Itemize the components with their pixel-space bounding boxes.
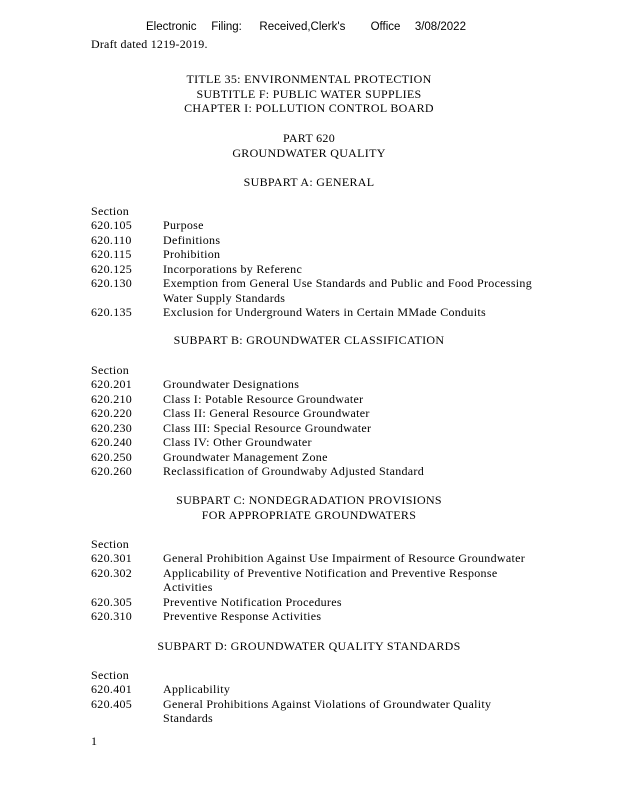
section-title: Purpose	[163, 218, 204, 232]
section-number: 620.130	[91, 276, 133, 290]
section-title: Preventive Notification Procedures	[163, 594, 342, 609]
chapter-line: CHAPTER I: POLLUTION CONTROL BOARD	[184, 101, 434, 115]
section-number: 620.230	[91, 420, 133, 435]
subpart-b-toc	[91, 377, 571, 479]
subpart-heading-line: SUBPART A: GENERAL	[243, 175, 375, 189]
section-number: 620.220	[91, 406, 133, 420]
part-title: GROUNDWATER QUALITY	[232, 145, 386, 160]
filing-word-filing: Filing:	[211, 21, 242, 33]
section-title: Groundwater Designations	[163, 377, 300, 391]
toc-row	[91, 276, 571, 305]
subpart-heading-line: SUBPART D: GROUNDWATER QUALITY STANDARDS	[157, 639, 461, 653]
toc-row	[91, 435, 571, 450]
subpart-heading-line: SUBPART C: NONDEGRADATION PROVISIONS	[176, 493, 442, 507]
title-line: TITLE 35: ENVIRONMENTAL PROTECTION	[186, 72, 432, 86]
section-number: 620.305	[91, 594, 133, 609]
subpart-c-heading	[0, 493, 618, 522]
subpart-a-heading	[0, 175, 618, 190]
section-number: 620.125	[91, 261, 133, 276]
electronic-filing-stamp	[146, 21, 466, 33]
section-number: 620.105	[91, 218, 133, 232]
subpart-a-toc	[91, 218, 571, 320]
section-number: 620.401	[91, 682, 133, 696]
section-title: Reclassification of Groundwaby Adjusted Standard	[163, 464, 425, 478]
subtitle-line: SUBTITLE F: PUBLIC WATER SUPPLIES	[196, 86, 422, 101]
section-title: Applicability of Preventive Notification and Preventive Response Activities	[163, 565, 498, 594]
part-block	[0, 131, 618, 160]
section-title: Definitions	[163, 232, 221, 247]
page-number: 1	[91, 734, 98, 748]
toc-row	[91, 464, 571, 479]
section-title: General Prohibitions Against Violations of Groundwater Quality Standards	[163, 696, 492, 725]
section-number: 620.210	[91, 391, 133, 406]
toc-row	[91, 682, 571, 697]
section-title: Incorporations by Referenc	[163, 261, 303, 276]
section-title: Applicability	[163, 682, 231, 696]
subpart-d-toc	[91, 682, 571, 726]
section-title: Class III: Special Resource Groundwater	[163, 420, 372, 435]
section-title: Groundwater Management Zone	[163, 449, 328, 464]
toc-row	[91, 247, 571, 262]
toc-row	[91, 262, 571, 277]
toc-row	[91, 697, 571, 726]
subpart-heading-line: FOR APPROPRIATE GROUNDWATERS	[201, 507, 417, 522]
filing-word-office: Office	[370, 21, 401, 33]
toc-row	[91, 450, 571, 465]
section-label: Section	[91, 537, 130, 551]
filing-date: 3/08/2022	[414, 21, 466, 33]
section-number: 620.301	[91, 551, 133, 565]
section-number: 620.260	[91, 464, 133, 478]
toc-row	[91, 392, 571, 407]
subpart-heading-line: SUBPART B: GROUNDWATER CLASSIFICATION	[173, 333, 445, 347]
section-number: 620.250	[91, 449, 133, 464]
section-number: 620.240	[91, 435, 133, 449]
section-number: 620.115	[91, 247, 132, 261]
toc-row	[91, 421, 571, 436]
subpart-c-toc	[91, 551, 571, 624]
toc-row	[91, 406, 571, 421]
section-label: Section	[91, 668, 130, 682]
section-number: 620.135	[91, 305, 133, 319]
section-label: Section	[91, 204, 130, 218]
toc-row	[91, 566, 571, 595]
toc-row	[91, 218, 571, 233]
section-title: Exemption from General Use Standards and Public and Food Processing Water Supply Standards	[163, 276, 533, 305]
section-title: Class I: Potable Resource Groundwater	[163, 391, 364, 406]
toc-row	[91, 551, 571, 566]
part-number: PART 620	[282, 131, 336, 145]
subpart-d-heading	[0, 639, 618, 654]
toc-row	[91, 305, 571, 320]
title-block	[0, 72, 618, 116]
toc-row	[91, 377, 571, 392]
section-title: General Prohibition Against Use Impairment of Resource Groundwater	[163, 551, 526, 565]
section-title: Class IV: Other Groundwater	[163, 435, 312, 449]
section-title: Prohibition	[163, 247, 221, 261]
filing-word-received: Received,Clerk's	[259, 21, 346, 33]
toc-row	[91, 595, 571, 610]
section-title: Preventive Response Activities	[163, 609, 322, 623]
section-number: 620.405	[91, 696, 133, 711]
filing-word-electronic: Electronic	[146, 21, 197, 33]
section-number: 620.310	[91, 609, 133, 623]
section-title: Exclusion for Underground Waters in Certain MMade Conduits	[163, 305, 486, 319]
toc-row	[91, 233, 571, 248]
section-label: Section	[91, 363, 130, 377]
section-number: 620.302	[91, 565, 133, 580]
subpart-b-heading	[0, 333, 618, 348]
section-number: 620.110	[91, 232, 132, 247]
section-number: 620.201	[91, 377, 133, 391]
toc-row	[91, 609, 571, 624]
draft-date-line: Draft dated 1219-2019.	[91, 37, 208, 51]
section-title: Class II: General Resource Groundwater	[163, 406, 370, 420]
